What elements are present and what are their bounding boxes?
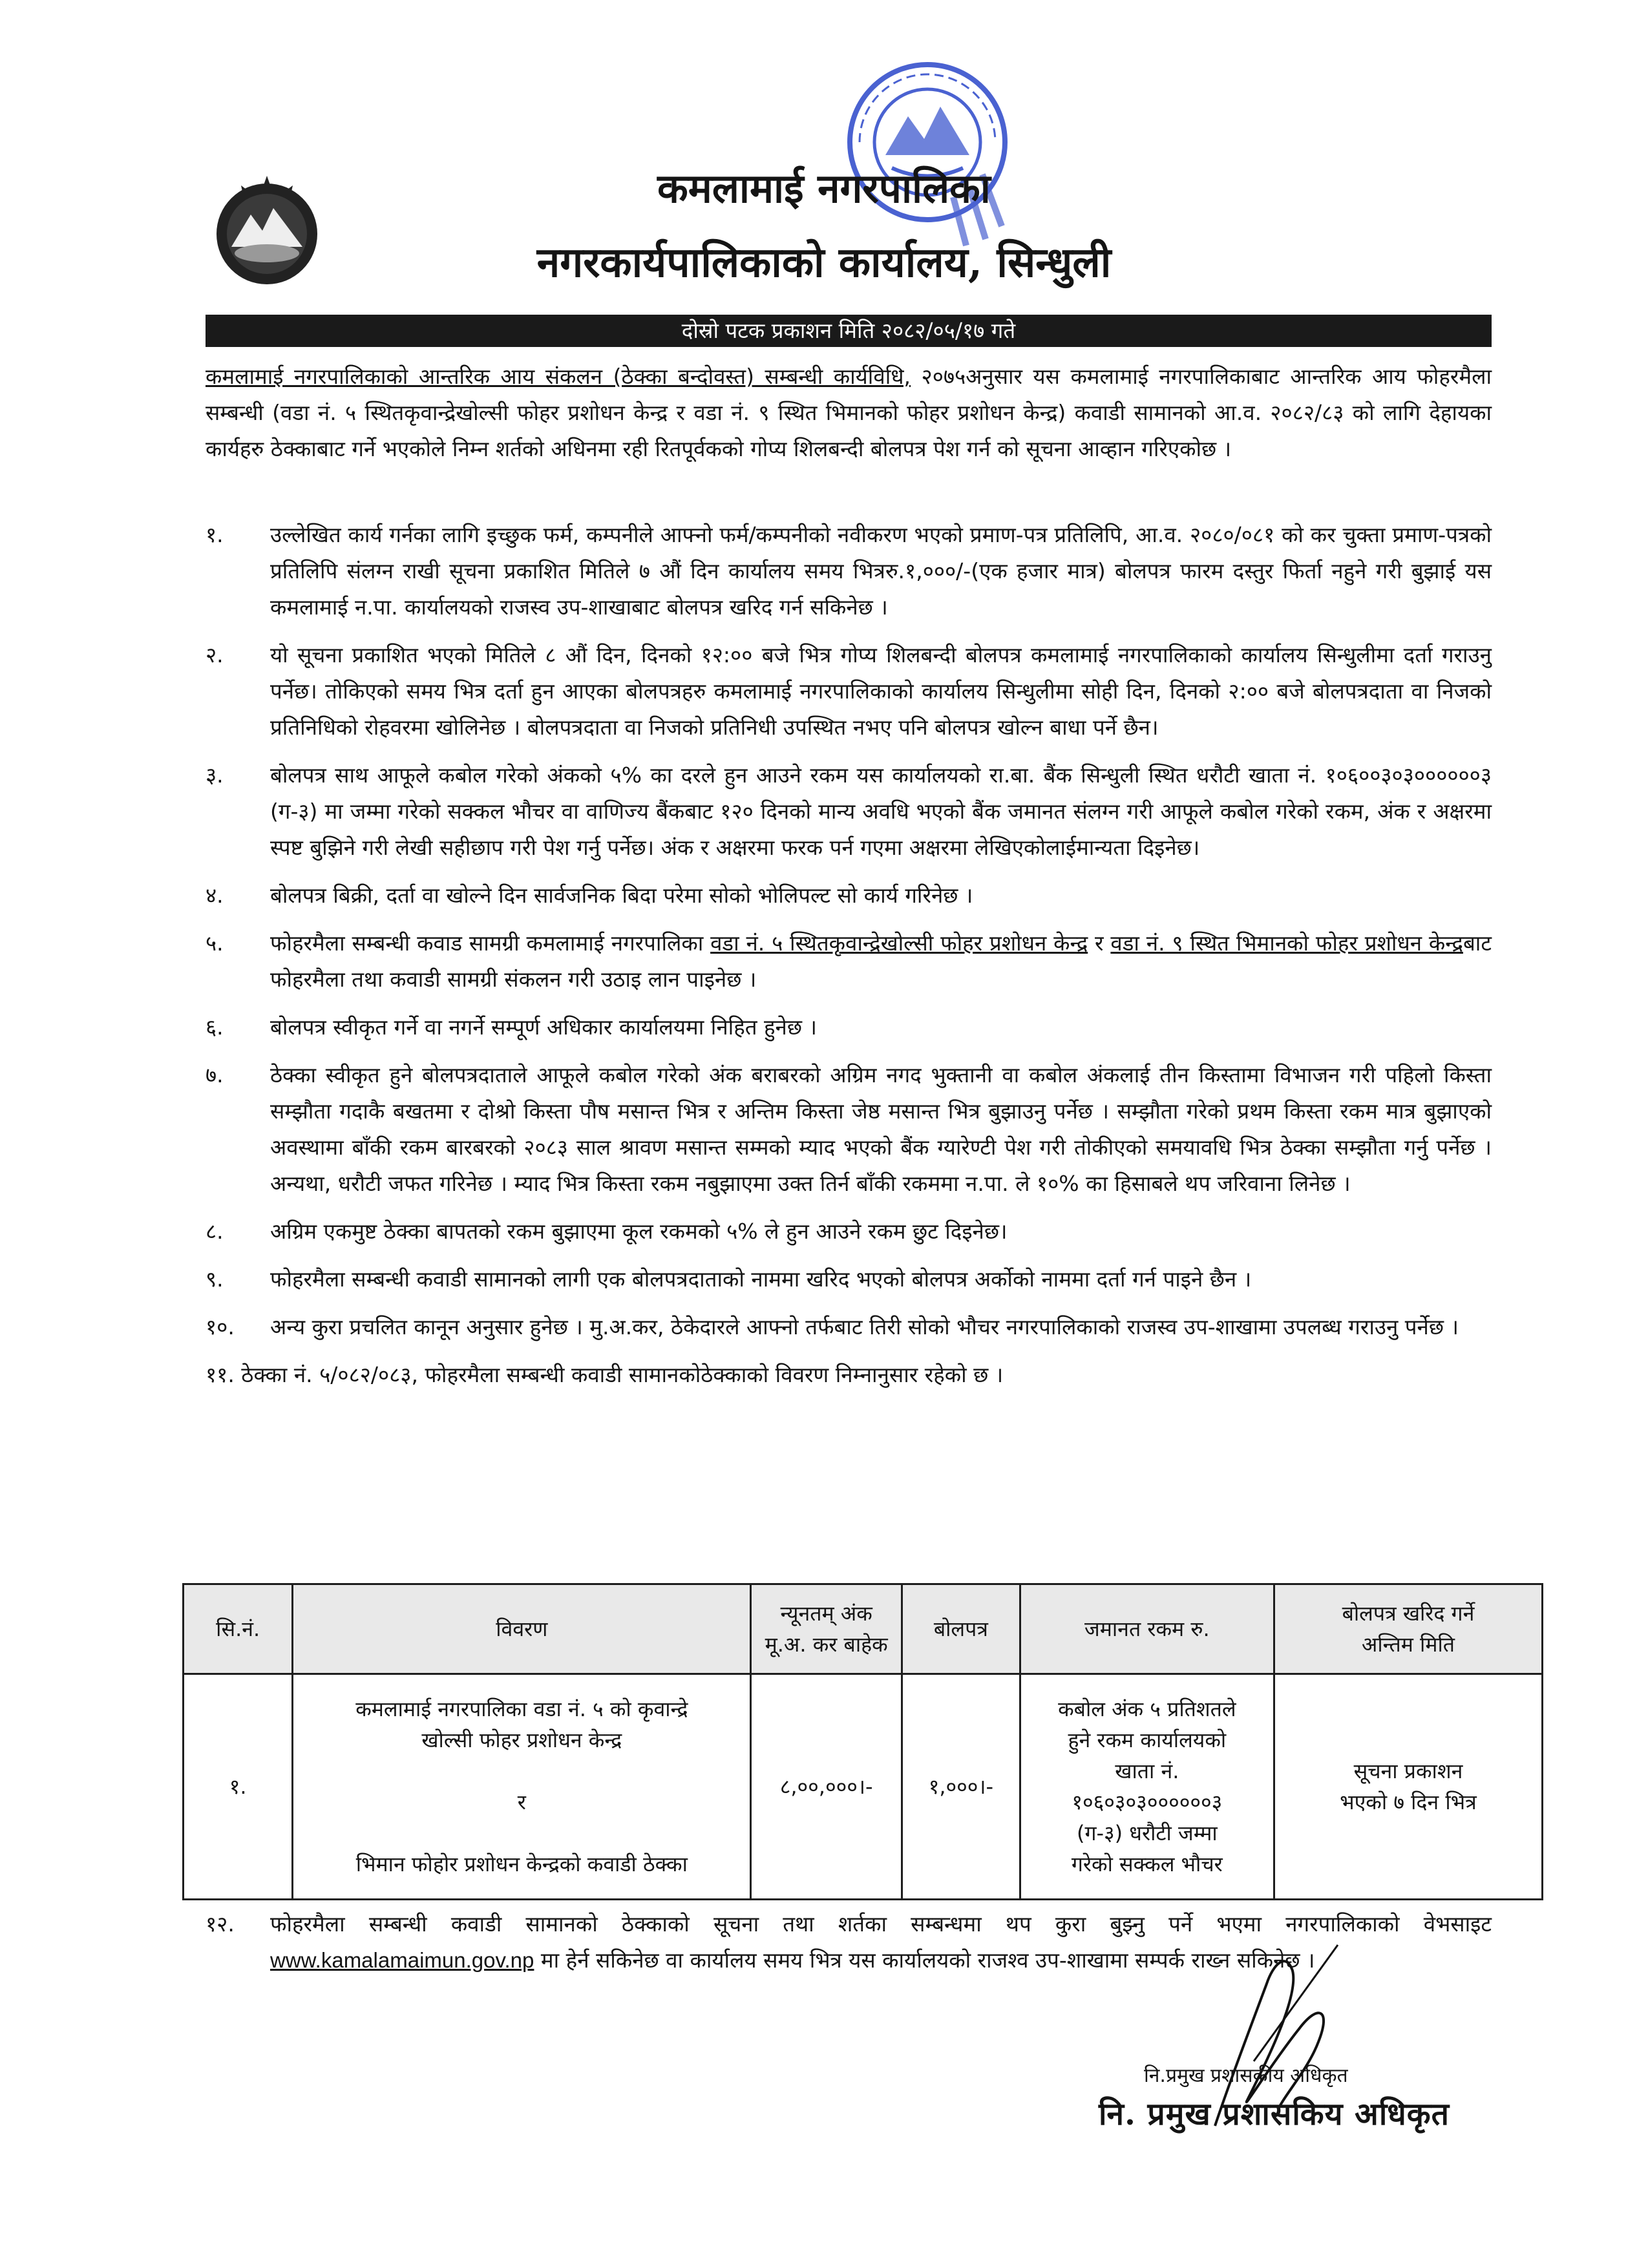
- website-link[interactable]: www.kamalamaimun.gov.np: [270, 1948, 534, 1972]
- header-last-date-line2: अन्तिम मिति: [1361, 1632, 1455, 1657]
- security-line5: (ग-३) धरौटी जम्मा: [1076, 1821, 1218, 1845]
- item-text: फोहरमैला सम्बन्धी कवाडी सामानको लागी एक बोलपत्रदाताको नाममा खरिद भएको बोलपत्र अर्कोको नाममा दर्ता गर्न पाइने छैन ।: [270, 1266, 1252, 1292]
- contract-intro-line: ११. ठेक्का नं. ५/०८२/०८३, फोहरमैला सम्बन्धी कवाडी सामानकोठेक्काको विवरण निम्नानुसार रहेको छ ।: [206, 1362, 1004, 1387]
- header-min-amount-line2: मू.अ. कर बाहेक: [765, 1632, 888, 1657]
- procedure-reference: कमलामाई नगरपालिकाको आन्तरिक आय संकलन (ठेक्का बन्दोवस्त) सम्बन्धी कार्यविधि,: [206, 364, 911, 389]
- ward9-center: वडा नं. ९ स्थित भिमानको फोहर प्रशोधन केन्द्र: [1110, 930, 1463, 956]
- cell-sn: १.: [184, 1674, 293, 1900]
- condition-item: [206, 1261, 1492, 1297]
- desc-line3: भिमान फोहोर प्रशोधन केन्द्रको कवाडी ठेक्का: [355, 1852, 688, 1876]
- item-text: बोलपत्र साथ आफूले कबोल गरेको अंकको ५% का दरले हुन आउने रकम यस कार्यालयको रा.बा. बैंक सिन्धुली स्थित धरौटी खाता नं. १०६००३०३००००००३ (ग-३) मा जम्मा गरेको सक्कल भौचर वा वाणिज्य बैंकबाट १२० दिनको मान्य अवधि भएको बैंक जमानत संलग्न गरी आफूले कबोल गरेको रकम, अंक र अक्षरमा स्पष्ट बुझिने गरी लेखी सहीछाप गरी पेश गर्नु पर्नेछ। अंक र अक्षरमा फरक पर्न गएमा अक्षरमा लेखिएकोलाईमान्यता दिइनेछ।: [270, 762, 1492, 860]
- header-bid-form: बोलपत्र: [902, 1584, 1020, 1674]
- condition-item: [206, 637, 1492, 746]
- cell-description: [293, 1674, 751, 1900]
- signatory-stamp: नि. प्रमुख प्रशासकिय अधिकृत: [1099, 2096, 1450, 2132]
- office-name: कमलामाई नगरपालिका: [657, 165, 991, 212]
- table-header-row: [184, 1584, 1543, 1674]
- condition-item: [206, 1309, 1492, 1345]
- condition-item: [206, 517, 1492, 625]
- security-line1: कबोल अंक ५ प्रतिशतले: [1058, 1697, 1236, 1721]
- item-text: ठेक्का स्वीकृत हुने बोलपत्रदाताले आफूले कबोल गरेको अंक बराबरको अग्रिम नगद भुक्तानी वा कबोल अंकलाई तीन किस्तामा विभाजन गरी पहिलो किस्ता सम्झौता गदाकै बखतमा र दोश्रो किस्ता पौष मसान्त भित्र र अन्तिम किस्ता जेष्ठ मसान्त भित्र बुझाउनु पर्नेछ । सम्झौता गरेको प्रथम किस्ता रकम मात्र बुझाएको अवस्थामा बाँकी रकम बारबरको २०८३ साल श्रावण मसान्त सम्मको म्याद भएको बैंक ग्यारेण्टी पेश गरी तोकीएको समयावधि भित्र ठेक्का सम्झौता गर्नु पर्नेछ । अन्यथा, धरौटी जफत गरिनेछ । म्याद भित्र किस्ता रकम नबुझाएमा उक्त तिर्न बाँकी रकममा न.पा. ले १०% का हिसाबले थप जरिवाना लिनेछ ।: [270, 1062, 1492, 1196]
- item-text: बोलपत्र स्वीकृत गर्ने वा नगर्ने सम्पूर्ण अधिकार कार्यालयमा निहित हुनेछ ।: [270, 1014, 817, 1040]
- contract-details-table: [182, 1583, 1543, 1900]
- item-text: अन्य कुरा प्रचलित कानून अनुसार हुनेछ । मु.अ.कर, ठेकेदारले आफ्नो तर्फबाट तिरी सोको भौचर नगरपालिकाको राजस्व उप-शाखामा उपलब्ध गराउनु पर्नेछ ।: [270, 1314, 1459, 1339]
- item-text: बोलपत्र बिक्री, दर्ता वा खोल्ने दिन सार्वजनिक बिदा परेमा सोको भोलिपल्ट सो कार्य गरिनेछ ।: [270, 883, 973, 908]
- header-sn: सि.नं.: [184, 1584, 293, 1674]
- security-line3: खाता नं.: [1115, 1759, 1179, 1783]
- header-last-date-line1: बोलपत्र खरिद गर्ने: [1342, 1601, 1475, 1626]
- item-number: ९.: [206, 1266, 224, 1292]
- item-number: ४.: [206, 883, 224, 908]
- condition-item: [206, 757, 1492, 866]
- last-date-line2: भएको ७ दिन भित्र: [1340, 1790, 1477, 1814]
- cell-last-date: [1274, 1674, 1542, 1900]
- header-last-date: [1274, 1584, 1542, 1674]
- item-number: ५.: [206, 930, 224, 956]
- condition-item: [206, 925, 1492, 998]
- security-line2: हुने रकम कार्यालयको: [1068, 1728, 1227, 1752]
- office-subtitle: नगरकार्यपालिकाको कार्यालय, सिन्धुली: [536, 238, 1112, 287]
- ward5-center: वडा नं. ५ स्थितकृवान्द्रेखोल्सी फोहर प्रशोधन केन्द्र: [710, 930, 1088, 956]
- last-date-line1: सूचना प्रकाशन: [1353, 1759, 1463, 1783]
- condition-item: [206, 1057, 1492, 1202]
- cell-security-amount: [1020, 1674, 1274, 1900]
- table-row: [184, 1674, 1543, 1900]
- item12-text-a: फोहरमैला सम्बन्धी कवाडी सामानको ठेक्काको सूचना तथा शर्तका सम्बन्धमा थप कुरा बुझ्नु पर्ने भएमा नगरपालिकाको वेभसाइट: [270, 1911, 1492, 1937]
- item-text-pre: फोहरमैला सम्बन्धी कवाड सामग्री कमलामाई नगरपालिका: [270, 930, 711, 956]
- header-min-amount-line1: न्यूनतम् अंक: [780, 1601, 872, 1626]
- item-number: ७.: [206, 1062, 224, 1087]
- condition-item: [206, 1213, 1492, 1250]
- publication-date-banner: दोस्रो पटक प्रकाशन मिति २०८२/०५/१७ गते: [206, 315, 1492, 347]
- header-security-amount: जमानत रकम रु.: [1020, 1584, 1274, 1674]
- conditions-list: [206, 517, 1492, 1405]
- intro-paragraph: [206, 359, 1492, 467]
- security-line6: गरेको सक्कल भौचर: [1071, 1852, 1223, 1876]
- municipal-seal-icon: [821, 45, 1034, 258]
- item-text-post: बाट फोहरमैला तथा कवाडी सामग्री संकलन गरी उठाइ लान पाइनेछ ।: [270, 930, 1492, 992]
- header-description: विवरण: [293, 1584, 751, 1674]
- intro-text: २०७५अनुसार यस कमलामाई नगरपालिकाबाट आन्तरिक आय फोहरमैला सम्बन्धी (वडा नं. ५ स्थितकृवान्द्रेखोल्सी फोहर प्रशोधन केन्द्र र वडा नं. ९ स्थित भिमानको फोहर प्रशोधन केन्द्र) कवाडी सामानको आ.व. २०८२/८३ को लागि देहायका कार्यहरु ठेक्काबाट गर्ने भएकोले निम्न शर्तको अधिनमा रही रितपूर्वकको गोप्य शिलबन्दी बोलपत्र पेश गर्न को सूचना आव्हान गरिएकोछ ।: [206, 364, 1492, 461]
- desc-line1: कमलामाई नगरपालिका वडा नं. ५ को कृवान्द्रे: [355, 1697, 688, 1721]
- item-text: उल्लेखित कार्य गर्नका लागि इच्छुक फर्म, कम्पनीले आफ्नो फर्म/कम्पनीको नवीकरण भएको प्रमाण-पत्र प्रतिलिपि, आ.व. २०८०/०८१ को कर चुक्ता प्रमाण-पत्रको प्रतिलिपि संलग्न राखी सूचना प्रकाशित मितिले ७ औं दिन कार्यालय समय भित्ररु.१,०००/-(एक हजार मात्र) बोलपत्र फारम दस्तुर फिर्ता नहुने गरी बुझाई यस कमलामाई न.पा. कार्यालयको राजस्व उप-शाखाबाट बोलपत्र खरिद गर्न सकिनेछ ।: [270, 522, 1492, 620]
- cell-min-amount: ८,००,०००।-: [751, 1674, 902, 1900]
- condition-item: [206, 877, 1492, 914]
- desc-and: र: [517, 1790, 526, 1814]
- item-number: ८.: [206, 1219, 224, 1244]
- condition-item: [206, 1009, 1492, 1045]
- desc-line2: खोल्सी फोहर प्रशोधन केन्द्र: [421, 1728, 622, 1752]
- item-text: यो सूचना प्रकाशित भएको मितिले ८ औं दिन, दिनको १२:०० बजे भित्र गोप्य शिलबन्दी बोलपत्र कमलामाई नगरपालिकाको कार्यालय सिन्धुलीमा दर्ता गराउनु पर्नेछ। तोकिएको समय भित्र दर्ता हुन आएका बोलपत्रहरु कमलामाई नगरपालिकाको कार्यालय सिन्धुलीमा सोही दिन, दिनको २:०० बजे बोलपत्रदाता वा निजको प्रतिनिधिको रोहवरमा खोलिनेछ । बोलपत्रदाता वा निजको प्रतिनिधी उपस्थित नभए पनि बोलपत्र खोल्न बाधा पर्ने छैन।: [270, 642, 1492, 740]
- security-line4: १०६०३०३००००००३: [1072, 1790, 1223, 1814]
- item-number: ३.: [206, 762, 224, 788]
- item-number: १०.: [206, 1314, 235, 1339]
- header-min-amount: [751, 1584, 902, 1674]
- item12-text-b: मा हेर्न सकिनेछ वा कार्यालय समय भित्र यस कार्यालयको राजश्व उप-शाखामा सम्पर्क राख्न सकिनेछ ।: [534, 1948, 1315, 1973]
- item-text-mid: र: [1088, 930, 1111, 956]
- cell-bid-form: १,०००।-: [902, 1674, 1020, 1900]
- item-text: अग्रिम एकमुष्ट ठेक्का बापतको रकम बुझाएमा कूल रकमको ५% ले हुन आउने रकम छुट दिइनेछ।: [270, 1219, 1008, 1244]
- item-number: १.: [206, 522, 224, 547]
- item-number: ६.: [206, 1014, 224, 1040]
- item-number: १२.: [206, 1911, 235, 1937]
- signatory-designation: नि.प्रमुख प्रशासकीय अधिकृत: [1144, 2064, 1348, 2087]
- item-number: २.: [206, 642, 224, 667]
